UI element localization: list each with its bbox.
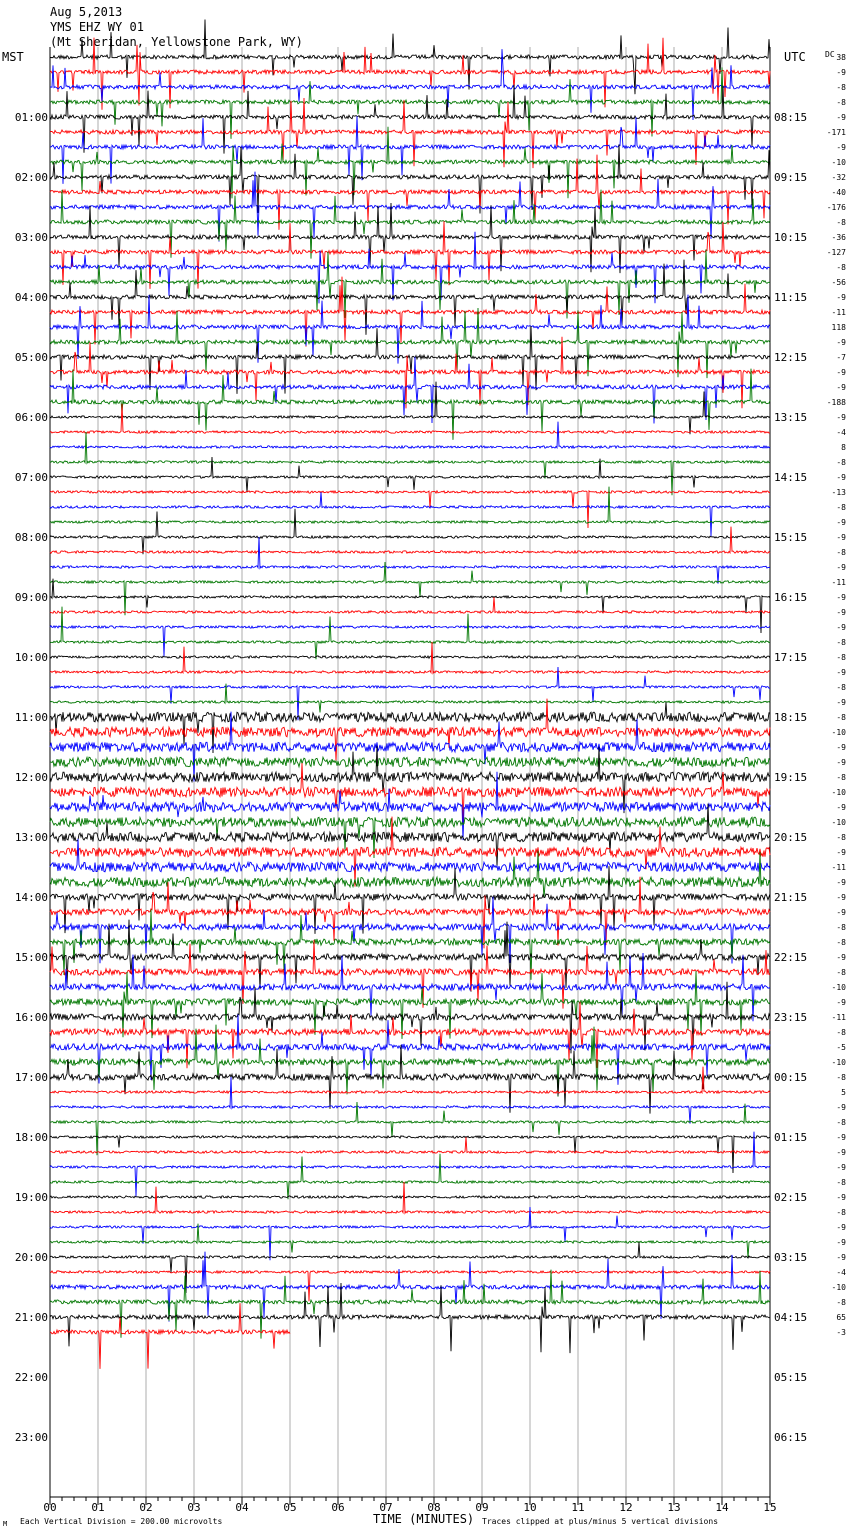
- trace-line: [50, 38, 770, 110]
- dc-offset-label: -8: [836, 713, 846, 722]
- dc-offset-label: -9: [836, 1133, 846, 1142]
- right-hour-label: 20:15: [774, 831, 808, 844]
- chart-dc-offsets: [827, 53, 846, 1337]
- dc-offset-label: -9: [836, 1193, 846, 1202]
- dc-offset-label: -9: [836, 803, 846, 812]
- x-tick-label: 06: [331, 1501, 345, 1514]
- dc-offset-label: 38: [836, 53, 846, 62]
- dc-offset-label: -9: [836, 1103, 846, 1112]
- trace-line: [50, 326, 770, 394]
- dc-offset-label: -10: [831, 158, 846, 167]
- left-hour-label: 08:00: [14, 531, 48, 544]
- trace-line: [50, 1077, 770, 1124]
- dc-offset-label: -9: [836, 338, 846, 347]
- trace-line: [50, 221, 770, 289]
- trace-line: [50, 1002, 770, 1068]
- trace-line: [50, 203, 770, 273]
- dc-offset-label: 5: [841, 1088, 846, 1097]
- trace-line: [50, 295, 770, 364]
- dc-offset-label: -9: [836, 1163, 846, 1172]
- trace-line: [50, 1045, 770, 1114]
- trace-line: [50, 155, 770, 230]
- station-label: YMS EHZ WY 01: [50, 20, 144, 34]
- dc-offset-label: -9: [836, 698, 846, 707]
- dc-offset-label: -8: [836, 1073, 846, 1082]
- x-tick-label: 01: [91, 1501, 105, 1514]
- dc-offset-label: -4: [836, 1268, 846, 1277]
- trace-line: [50, 85, 770, 154]
- dc-offset-label: -3: [836, 1328, 846, 1337]
- dc-offset-label: -40: [831, 188, 846, 197]
- dc-offset-label: -171: [826, 128, 846, 137]
- dc-offset-label: -8: [836, 638, 846, 647]
- trace-line: [50, 127, 770, 199]
- trace-line: [50, 67, 770, 138]
- trace-line: [50, 249, 770, 318]
- left-hour-label: 20:00: [14, 1251, 48, 1264]
- trace-line: [50, 562, 770, 615]
- right-hour-label: 16:15: [774, 591, 808, 604]
- right-hour-label: 14:15: [774, 471, 808, 484]
- location-label: (Mt Sheridan, Yellowstone Park, WY): [50, 35, 303, 49]
- dc-offset-label: -9: [836, 758, 846, 767]
- right-hour-label: 17:15: [774, 651, 808, 664]
- dc-offset-label: -10: [831, 1283, 846, 1292]
- trace-line: [50, 369, 770, 440]
- trace-line: [50, 116, 770, 184]
- trace-line: [50, 757, 770, 767]
- dc-offset-label: -188: [826, 398, 846, 407]
- dc-offset-label: -11: [831, 578, 846, 587]
- dc-offset-label: -8: [836, 1178, 846, 1187]
- left-hour-label: 10:00: [14, 651, 48, 664]
- dc-offset-label: -56: [831, 278, 846, 287]
- left-hour-label: 21:00: [14, 1311, 48, 1324]
- x-tick-label: 09: [475, 1501, 489, 1514]
- x-tick-label: 05: [283, 1501, 297, 1514]
- x-tick-label: 00: [43, 1501, 57, 1514]
- dc-offset-label: -9: [836, 293, 846, 302]
- trace-line: [50, 537, 770, 584]
- right-hour-label: 09:15: [774, 171, 808, 184]
- right-hour-label: 03:15: [774, 1251, 808, 1264]
- trace-line: [50, 1196, 770, 1198]
- dc-offset-label: -9: [836, 1238, 846, 1247]
- trace-line: [50, 1224, 770, 1259]
- right-timezone-label: UTC: [784, 50, 806, 64]
- right-hour-label: 21:15: [774, 891, 808, 904]
- left-hour-label: 17:00: [14, 1071, 48, 1084]
- trace-line: [50, 607, 770, 660]
- trace-line: [50, 699, 770, 762]
- dc-offset-label: -9: [836, 518, 846, 527]
- left-hour-label: 18:00: [14, 1131, 48, 1144]
- trace-line: [50, 491, 770, 528]
- right-hour-label: 06:15: [774, 1431, 808, 1444]
- dc-offset-label: -8: [836, 1118, 846, 1127]
- right-hour-label: 18:15: [774, 711, 808, 724]
- trace-line: [50, 579, 770, 633]
- right-hour-label: 11:15: [774, 291, 808, 304]
- scale-note: Each Vertical Division = 200.00 microvolts: [20, 1517, 223, 1526]
- left-hour-label: 03:00: [14, 231, 48, 244]
- dc-offset-label: -8: [836, 218, 846, 227]
- dc-offset-label: -9: [836, 668, 846, 677]
- trace-line: [50, 684, 770, 713]
- left-hour-label: 01:00: [14, 111, 48, 124]
- left-hour-label: 13:00: [14, 831, 48, 844]
- trace-line: [50, 432, 770, 495]
- dc-offset-label: -9: [836, 143, 846, 152]
- dc-offset-label: -8: [836, 1208, 846, 1217]
- right-hour-label: 10:15: [774, 231, 808, 244]
- right-hour-label: 13:15: [774, 411, 808, 424]
- date-label: Aug 5,2013: [50, 5, 123, 19]
- trace-line: [50, 763, 770, 825]
- right-hour-label: 04:15: [774, 1311, 808, 1324]
- dc-offset-label: -9: [836, 383, 846, 392]
- x-tick-label: 13: [667, 1501, 681, 1514]
- dc-offset-label: -10: [831, 983, 846, 992]
- x-tick-label: 08: [427, 1501, 441, 1514]
- trace-line: [50, 382, 770, 435]
- dc-offset-label: -9: [836, 1253, 846, 1262]
- dc-offset-label: -10: [831, 728, 846, 737]
- trace-line: [50, 1207, 770, 1260]
- trace-line: [50, 940, 770, 1009]
- trace-line: [50, 422, 770, 449]
- left-hour-label: 07:00: [14, 471, 48, 484]
- dc-offset-label: 118: [831, 323, 846, 332]
- dc-offset-label: -10: [831, 788, 846, 797]
- right-hour-label: 08:15: [774, 111, 808, 124]
- dc-offset-label: -8: [836, 1298, 846, 1307]
- dc-offset-label: -9: [836, 878, 846, 887]
- x-tick-label: 11: [571, 1501, 585, 1514]
- dc-offset-label: -9: [836, 533, 846, 542]
- dc-offset-label: -11: [831, 308, 846, 317]
- trace-line: [50, 1252, 770, 1322]
- right-hour-label: 02:15: [774, 1191, 808, 1204]
- x-tick-label: 14: [715, 1501, 729, 1514]
- dc-offset-label: -9: [836, 413, 846, 422]
- trace-line: [50, 746, 770, 813]
- right-hour-label: 05:15: [774, 1371, 808, 1384]
- left-hour-label: 04:00: [14, 291, 48, 304]
- trace-line: [50, 866, 770, 934]
- x-tick-label: 03: [187, 1501, 201, 1514]
- trace-line: [50, 1132, 770, 1197]
- clip-note: Traces clipped at plus/minus 5 vertical divisions: [482, 1517, 719, 1526]
- dc-offset-label: -8: [836, 938, 846, 947]
- left-hour-label: 09:00: [14, 591, 48, 604]
- dc-offset-label: -9: [836, 1148, 846, 1157]
- left-hour-label: 22:00: [14, 1371, 48, 1384]
- x-axis-title: TIME (MINUTES): [373, 1512, 475, 1526]
- dc-offset-label: -8: [836, 548, 846, 557]
- dc-offset-label: -5: [836, 1043, 846, 1052]
- dc-offset-label: -9: [836, 1223, 846, 1232]
- left-timezone-label: MST: [2, 50, 24, 64]
- trace-line: [50, 804, 770, 867]
- trace-line: [50, 1182, 770, 1213]
- dc-offset-label: -8: [836, 98, 846, 107]
- dc-offset-label: -9: [836, 743, 846, 752]
- dc-offset-label: -9: [836, 473, 846, 482]
- trace-line: [50, 1303, 290, 1369]
- right-hour-label: 01:15: [774, 1131, 808, 1144]
- trace-line: [50, 1014, 770, 1084]
- trace-line: [50, 509, 770, 554]
- dc-offset-label: -11: [831, 863, 846, 872]
- trace-line: [50, 597, 770, 613]
- right-hour-label: 15:15: [774, 531, 808, 544]
- dc-offset-label: -9: [836, 953, 846, 962]
- right-hour-label: 23:15: [774, 1011, 808, 1024]
- dc-offset-label: -9: [836, 623, 846, 632]
- dc-offset-label: -9: [836, 368, 846, 377]
- left-hour-label: 11:00: [14, 711, 48, 724]
- trace-line: [50, 982, 770, 1054]
- dc-offset-label: -9: [836, 998, 846, 1007]
- dc-offset-label: -9: [836, 593, 846, 602]
- dc-offset-label: -8: [836, 773, 846, 782]
- left-hour-label: 23:00: [14, 1431, 48, 1444]
- trace-line: [50, 277, 770, 347]
- dc-offset-label: -176: [826, 203, 846, 212]
- dc-offset-label: -9: [836, 908, 846, 917]
- dc-offset-label: -9: [836, 608, 846, 617]
- trace-line: [50, 260, 770, 335]
- right-hour-label: 00:15: [774, 1071, 808, 1084]
- right-hour-label: 12:15: [774, 351, 808, 364]
- trace-line: [50, 357, 770, 424]
- dc-offset-label: -10: [831, 818, 846, 827]
- right-hour-label: 22:15: [774, 951, 808, 964]
- dc-offset-label: 65: [836, 1313, 846, 1322]
- chart-traces: [50, 20, 770, 1369]
- trace-line: [50, 897, 770, 964]
- x-tick-label: 02: [139, 1501, 153, 1514]
- left-hour-label: 15:00: [14, 951, 48, 964]
- trace-line: [50, 772, 770, 840]
- corner-mark: M: [3, 1520, 8, 1528]
- right-hour-label: 19:15: [774, 771, 808, 784]
- dc-offset-label: -8: [836, 458, 846, 467]
- trace-line: [50, 232, 770, 304]
- left-hour-label: 02:00: [14, 171, 48, 184]
- dc-offset-label: -9: [836, 893, 846, 902]
- dc-offset-label: -36: [831, 233, 846, 242]
- left-hour-label: 14:00: [14, 891, 48, 904]
- dc-offset-label: -8: [836, 923, 846, 932]
- trace-line: [50, 404, 770, 433]
- dc-offset-label: -8: [836, 968, 846, 977]
- dc-offset-label: -8: [836, 1028, 846, 1037]
- x-tick-label: 12: [619, 1501, 633, 1514]
- dc-offset-label: -9: [836, 848, 846, 857]
- left-hour-label: 05:00: [14, 351, 48, 364]
- dc-offset-label: -8: [836, 653, 846, 662]
- trace-line: [50, 656, 770, 658]
- left-hour-label: 06:00: [14, 411, 48, 424]
- dc-offset-label: -13: [831, 488, 846, 497]
- trace-line: [50, 1102, 770, 1155]
- trace-line: [50, 1137, 770, 1153]
- trace-line: [50, 920, 770, 992]
- left-hour-label: 12:00: [14, 771, 48, 784]
- trace-line: [50, 626, 770, 656]
- x-tick-label: 07: [379, 1501, 393, 1514]
- trace-line: [50, 1154, 770, 1199]
- dc-offset-label: -32: [831, 173, 846, 182]
- dc-offset-label: 8: [841, 443, 846, 452]
- dc-offset-label: -10: [831, 1058, 846, 1067]
- trace-line: [50, 1025, 770, 1097]
- dc-offset-label: -8: [836, 503, 846, 512]
- trace-line: [50, 144, 770, 213]
- dc-offset-label: -11: [831, 1013, 846, 1022]
- trace-line: [50, 851, 770, 898]
- trace-line: [50, 712, 770, 782]
- trace-line: [50, 190, 770, 259]
- dc-offset-label: -9: [836, 68, 846, 77]
- dc-offset-label: -7: [836, 353, 846, 362]
- dc-offset-label: -4: [836, 428, 846, 437]
- trace-line: [50, 877, 770, 949]
- x-tick-label: 04: [235, 1501, 249, 1514]
- dc-offset-label: -8: [836, 83, 846, 92]
- trace-line: [50, 909, 770, 979]
- trace-line: [50, 953, 770, 1021]
- dc-label: DC: [825, 50, 835, 59]
- left-hour-label: 16:00: [14, 1011, 48, 1024]
- dc-offset-label: -9: [836, 563, 846, 572]
- left-hour-label: 19:00: [14, 1191, 48, 1204]
- x-tick-label: 15: [763, 1501, 777, 1514]
- x-tick-label: 10: [523, 1501, 537, 1514]
- trace-line: [50, 172, 770, 242]
- trace-line: [50, 817, 770, 887]
- dc-offset-label: -8: [836, 263, 846, 272]
- dc-offset-label: -127: [826, 248, 846, 257]
- dc-offset-label: -9: [836, 113, 846, 122]
- dc-offset-label: -8: [836, 683, 846, 692]
- dc-offset-label: -8: [836, 833, 846, 842]
